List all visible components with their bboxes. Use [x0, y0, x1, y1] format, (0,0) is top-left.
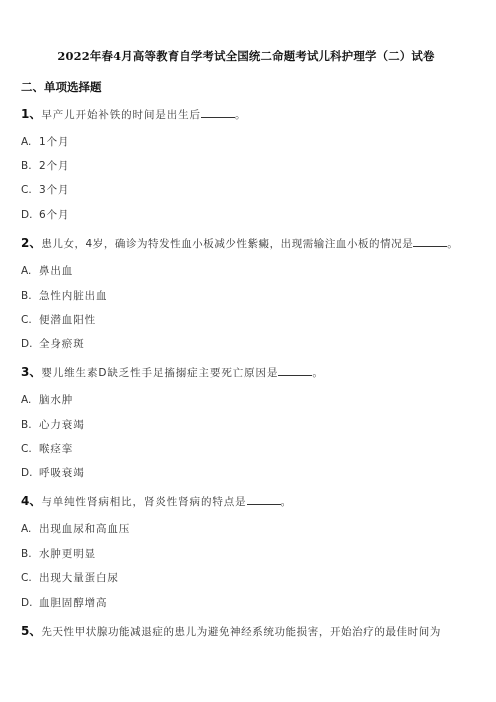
option-text: 便潜血阳性: [39, 314, 96, 326]
option-text: 6个月: [39, 209, 70, 221]
section-heading: 二、单项选择题: [21, 80, 102, 94]
option-text: 急性内脏出血: [39, 290, 108, 302]
option-text: 血胆固醇增高: [39, 597, 108, 609]
question-number: 3、: [21, 365, 42, 379]
question-number: 1、: [21, 107, 42, 121]
question-4-option-a: [21, 522, 130, 536]
question-text: 患儿女，4岁，确诊为特发性血小板减少性紫癜，出现需输注血小板的情况是: [41, 238, 414, 250]
question-2-option-d: [21, 337, 85, 351]
option-letter: D.: [21, 467, 33, 479]
option-letter: B.: [21, 290, 32, 302]
option-text: 呼吸衰竭: [39, 467, 85, 479]
question-2-option-b: [21, 289, 107, 303]
option-text: 2个月: [39, 160, 70, 172]
question-4-option-d: [21, 596, 107, 610]
answer-blank: [413, 236, 447, 247]
option-letter: B.: [21, 548, 32, 560]
answer-blank: [247, 494, 281, 505]
option-text: 全身瘀斑: [39, 338, 85, 350]
option-letter: A.: [21, 136, 32, 148]
question-4-option-c: [21, 571, 119, 585]
answer-blank: [278, 365, 312, 376]
option-letter: B.: [21, 160, 32, 172]
option-text: 1个月: [39, 136, 70, 148]
option-letter: C.: [21, 443, 32, 455]
question-2-option-a: [21, 264, 73, 278]
question-1-option-c: [21, 183, 69, 197]
question-3-option-c: [21, 442, 73, 456]
question-4-option-b: [21, 547, 96, 561]
question-number: 5、: [21, 624, 42, 638]
option-letter: A.: [21, 523, 32, 535]
question-1-stem: [21, 107, 246, 122]
option-text: 3个月: [39, 184, 70, 196]
answer-blank: [201, 107, 235, 118]
option-text: 出现血尿和高血压: [39, 523, 131, 535]
option-text: 心力衰竭: [39, 419, 85, 431]
option-letter: C.: [21, 314, 32, 326]
question-text-end: 。: [312, 367, 324, 379]
option-text: 喉痉挛: [39, 443, 74, 455]
question-text: 婴儿维生素D缺乏性手足搐搦症主要死亡原因是: [41, 367, 279, 379]
option-letter: A.: [21, 394, 32, 406]
option-text: 鼻出血: [39, 265, 74, 277]
question-number: 2、: [21, 236, 42, 250]
question-number: 4、: [21, 494, 42, 508]
question-3-option-a: [21, 393, 73, 407]
question-text: 先天性甲状腺功能减退症的患儿为避免神经系统功能损害，开始治疗的最佳时间为: [41, 626, 441, 638]
option-letter: C.: [21, 184, 32, 196]
option-text: 水肿更明显: [39, 548, 96, 560]
question-3-option-d: [21, 466, 85, 480]
option-text: 出现大量蛋白尿: [39, 572, 119, 584]
question-5-stem: [21, 624, 441, 639]
question-3-stem: [21, 365, 324, 380]
option-letter: D.: [21, 338, 33, 350]
option-letter: B.: [21, 419, 32, 431]
question-text-end: 。: [447, 238, 459, 250]
question-text-end: 。: [234, 109, 247, 121]
question-4-stem: [21, 494, 292, 509]
option-letter: D.: [21, 209, 33, 221]
option-letter: A.: [21, 265, 32, 277]
question-2-stem: [21, 236, 458, 251]
document-title: 2022年春4月高等教育自学考试全国统二命题考试儿科护理学（二）试卷: [57, 49, 435, 63]
option-letter: D.: [21, 597, 33, 609]
question-1-option-b: [21, 159, 69, 173]
question-text-end: 。: [280, 496, 292, 508]
question-1-option-a: [21, 135, 69, 149]
option-letter: C.: [21, 572, 32, 584]
option-text: 脑水肿: [39, 394, 74, 406]
question-text: 早产儿开始补铁的时间是出生后: [41, 109, 201, 121]
question-3-option-b: [21, 418, 85, 432]
question-2-option-c: [21, 313, 96, 327]
question-1-option-d: [21, 208, 69, 222]
question-text: 与单纯性肾病相比，肾炎性肾病的特点是: [41, 496, 247, 508]
